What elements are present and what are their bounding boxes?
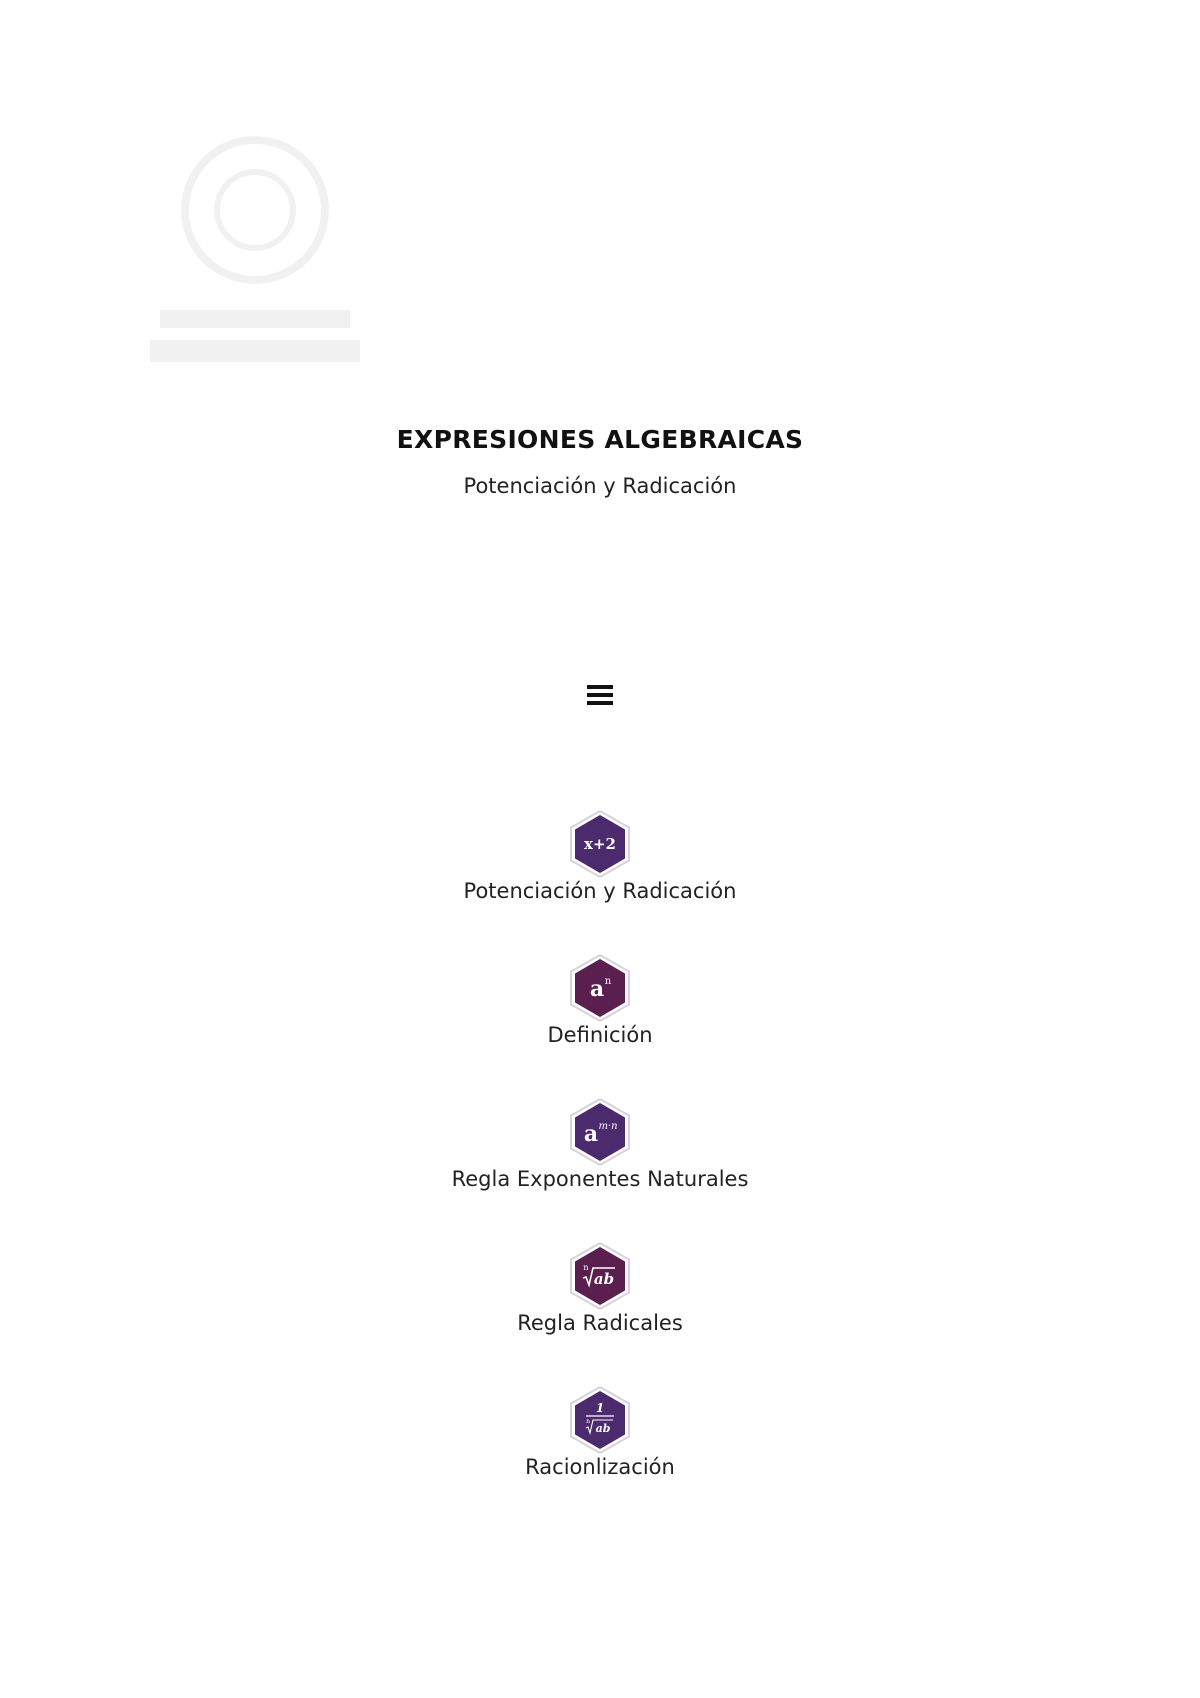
one-over-root-ab-icon: [569, 1386, 631, 1454]
header: [0, 425, 1200, 498]
nav-item-label: Racionlización: [525, 1455, 675, 1479]
nav-item-label: Definición: [547, 1023, 653, 1047]
svg-text:m·n: m·n: [598, 1121, 618, 1132]
nav-item-label: Potenciación y Radicación: [463, 879, 737, 903]
page-subtitle: Potenciación y Radicación: [463, 474, 737, 498]
nav-item-racionalizacion[interactable]: [0, 1386, 1200, 1530]
svg-text:x+2: x+2: [584, 835, 616, 853]
nth-root-ab-icon: [569, 1242, 631, 1310]
a-power-m-n-icon: [569, 1098, 631, 1166]
svg-text:1: 1: [595, 1401, 605, 1415]
nav-item-potenciacion-radicacion[interactable]: [0, 810, 1200, 954]
svg-text:n: n: [604, 976, 612, 987]
hamburger-menu-icon[interactable]: [587, 685, 615, 709]
svg-text:ab: ab: [595, 1422, 611, 1435]
logo: [140, 110, 370, 380]
page-title: EXPRESIONES ALGEBRAICAS: [396, 425, 804, 454]
x-plus-2-icon: [569, 810, 631, 878]
nav-item-regla-exponentes-naturales[interactable]: [0, 1098, 1200, 1242]
nav-item-definicion[interactable]: [0, 954, 1200, 1098]
nav-item-regla-radicales[interactable]: [0, 1242, 1200, 1386]
svg-text:a: a: [583, 1121, 599, 1147]
nav-item-label: Regla Radicales: [517, 1311, 683, 1335]
svg-text:n: n: [583, 1263, 589, 1272]
svg-text:ab: ab: [593, 1270, 615, 1288]
a-power-n-icon: [569, 954, 631, 1022]
svg-text:a: a: [589, 976, 605, 1002]
svg-text:n: n: [586, 1418, 590, 1425]
main-nav: [0, 810, 1200, 1530]
nav-item-label: Regla Exponentes Naturales: [451, 1167, 749, 1191]
